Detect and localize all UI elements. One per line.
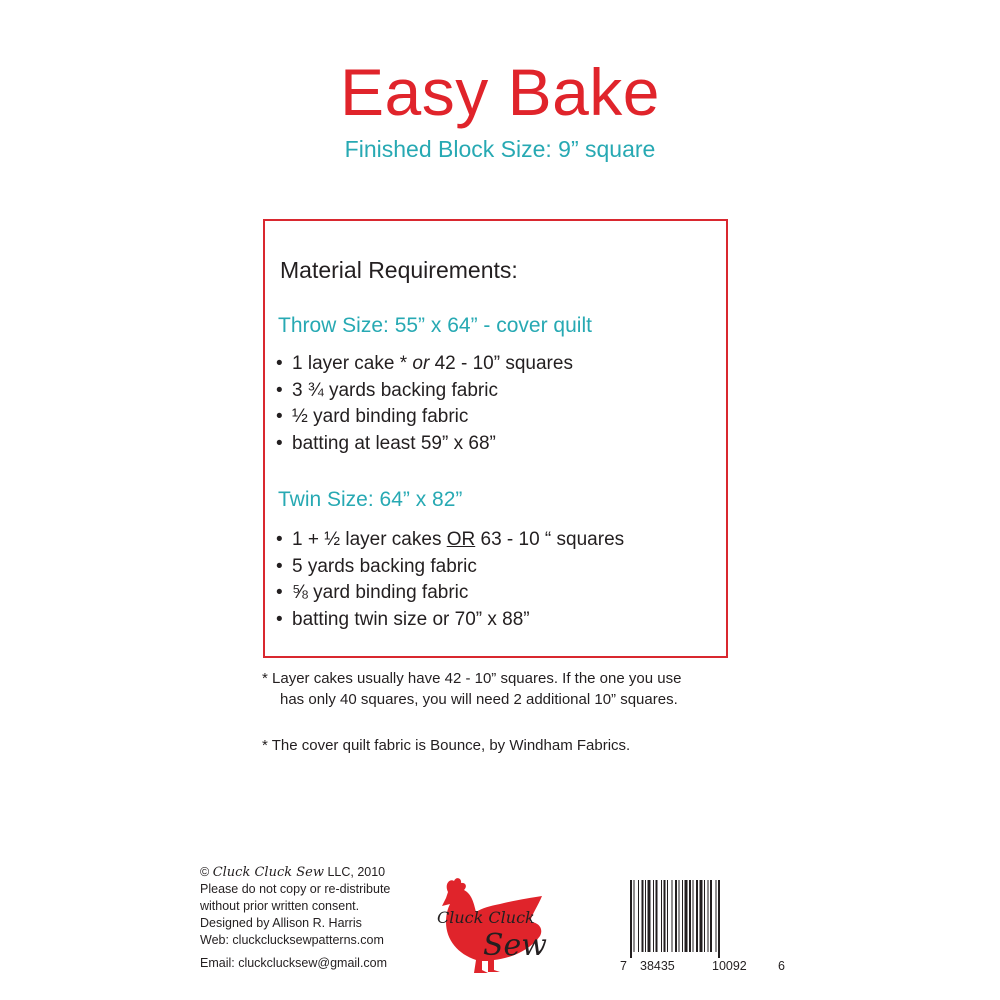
list-item: • ½ yard binding fabric — [276, 406, 469, 427]
twin-size-heading: Twin Size: 64” x 82” — [278, 488, 463, 511]
throw-size-heading: Throw Size: 55” x 64” - cover quilt — [278, 314, 592, 337]
throw-materials-list — [276, 351, 573, 457]
list-item: • batting at least 59” x 68” — [276, 432, 496, 454]
twin-materials-list — [276, 527, 624, 633]
layer-cake-note: * Layer cakes usually have 42 - 10” squares. If the one you use has only 40 squares, you will need 2 additional 10” squares. — [262, 670, 682, 708]
list-item: • 5 yards backing fabric — [276, 555, 477, 577]
list-item: • 3 ¾ yards backing fabric — [276, 379, 498, 401]
pattern-title: Easy Bake — [340, 55, 660, 129]
copyright-block: © Cluck Cluck Sew LLC, 2010 Please do not copy or re-distribute without prior written consent. Designed by Allison R. Harris Web: cluckclucksewpatterns.com — [200, 865, 391, 947]
list-item: • 1 layer cake * or 42 - 10” squares — [276, 353, 573, 374]
logo-text-line2: Sew — [483, 928, 547, 963]
barcode: 7 38435 10092 6 — [624, 880, 784, 980]
list-item: • ⅝ yard binding fabric — [276, 582, 469, 603]
list-item: • 1 + ½ layer cakes OR 63 - 10 “ squares — [276, 529, 625, 550]
email-text: Email: cluckclucksew@gmail.com — [200, 956, 388, 970]
fabric-note: * The cover quilt fabric is Bounce, by Windham Fabrics. — [262, 737, 631, 754]
barcode-bars — [624, 880, 784, 958]
logo-text-line1: Cluck Cluck — [437, 908, 535, 927]
materials-heading: Material Requirements: — [280, 257, 518, 283]
list-item: • batting twin size or 70” x 88” — [276, 608, 530, 630]
block-size-subtitle: Finished Block Size: 9” square — [344, 136, 656, 162]
cluck-cluck-sew-logo — [420, 870, 560, 975]
brand-name: Cluck Cluck Sew — [212, 865, 324, 880]
